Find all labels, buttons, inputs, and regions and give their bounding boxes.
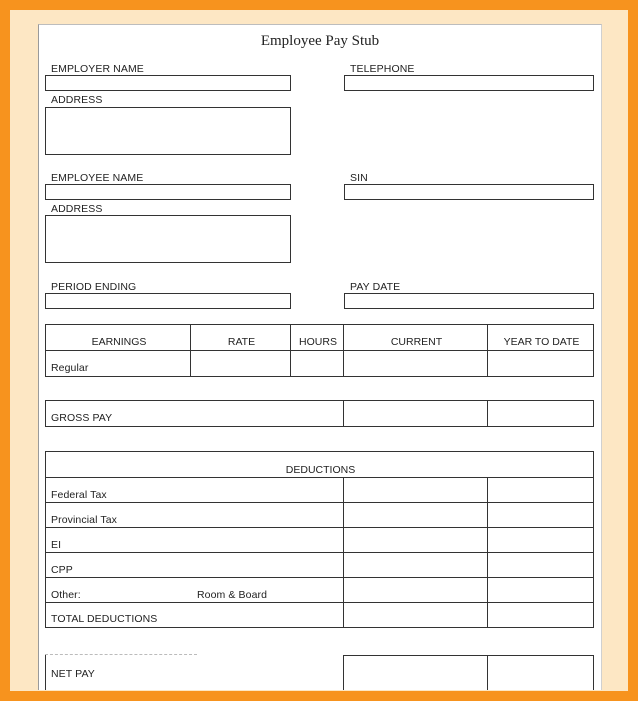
gross-pay-label-cell bbox=[45, 400, 344, 427]
employer-name-label: EMPLOYER NAME bbox=[51, 63, 144, 75]
room-and-board-note: Room & Board bbox=[197, 589, 268, 601]
federal-tax-current-field[interactable] bbox=[343, 477, 488, 503]
employer-address-field[interactable] bbox=[45, 107, 291, 155]
federal-tax-label-cell bbox=[45, 477, 344, 503]
regular-row-label-cell bbox=[45, 350, 191, 377]
cpp-label: CPP bbox=[51, 564, 73, 576]
ei-ytd-field[interactable] bbox=[487, 527, 594, 553]
ei-current-field[interactable] bbox=[343, 527, 488, 553]
hours-header: HOURS bbox=[299, 336, 337, 348]
sin-field[interactable] bbox=[344, 184, 594, 200]
employee-address-label: ADDRESS bbox=[51, 203, 103, 215]
gross-pay-row bbox=[45, 400, 594, 427]
total-deductions-label-cell bbox=[45, 602, 344, 628]
other-label-cell bbox=[45, 577, 344, 603]
employee-name-label: EMPLOYEE NAME bbox=[51, 172, 144, 184]
federal-tax-ytd-field[interactable] bbox=[487, 477, 594, 503]
ei-label-cell bbox=[45, 527, 344, 553]
net-pay-label-cell bbox=[45, 655, 344, 690]
earnings-table bbox=[45, 324, 594, 377]
total-deductions-ytd-field[interactable] bbox=[487, 602, 594, 628]
provincial-tax-label-cell bbox=[45, 502, 344, 528]
provincial-tax-current-field[interactable] bbox=[343, 502, 488, 528]
ei-label: EI bbox=[51, 539, 62, 551]
cpp-ytd-field[interactable] bbox=[487, 552, 594, 578]
regular-label: Regular bbox=[51, 362, 89, 374]
telephone-label: TELEPHONE bbox=[350, 63, 415, 75]
form-title: Employee Pay Stub bbox=[260, 33, 380, 49]
employee-address-field[interactable] bbox=[45, 215, 291, 263]
net-pay-ytd-field[interactable] bbox=[487, 655, 594, 690]
ytd-header: YEAR TO DATE bbox=[503, 336, 580, 348]
net-pay-current-field[interactable] bbox=[343, 655, 488, 690]
employer-address-label: ADDRESS bbox=[51, 94, 103, 106]
total-deductions-label: TOTAL DEDUCTIONS bbox=[51, 613, 158, 625]
current-header-cell bbox=[343, 324, 488, 351]
other-current-field[interactable] bbox=[343, 577, 488, 603]
net-pay-label: NET PAY bbox=[51, 668, 95, 680]
net-pay-row bbox=[45, 655, 594, 690]
cpp-current-field[interactable] bbox=[343, 552, 488, 578]
deductions-table bbox=[45, 451, 594, 628]
earnings-header: EARNINGS bbox=[91, 336, 147, 348]
employee-name-field[interactable] bbox=[45, 184, 291, 200]
deductions-header: DEDUCTIONS bbox=[285, 464, 356, 476]
provincial-tax-ytd-field[interactable] bbox=[487, 502, 594, 528]
deductions-header-cell bbox=[45, 451, 594, 478]
provincial-tax-label: Provincial Tax bbox=[51, 514, 117, 526]
gross-pay-label: GROSS PAY bbox=[51, 412, 113, 424]
sin-label: SIN bbox=[350, 172, 368, 184]
gross-pay-current-field[interactable] bbox=[343, 400, 488, 427]
pay-date-label: PAY DATE bbox=[350, 281, 401, 293]
regular-hours-field[interactable] bbox=[290, 350, 344, 377]
earnings-header-cell bbox=[45, 324, 191, 351]
regular-current-field[interactable] bbox=[343, 350, 488, 377]
regular-rate-field[interactable] bbox=[190, 350, 291, 377]
hours-header-cell bbox=[290, 324, 344, 351]
total-deductions-current-field[interactable] bbox=[343, 602, 488, 628]
employer-name-field[interactable] bbox=[45, 75, 291, 91]
current-header: CURRENT bbox=[390, 336, 443, 348]
federal-tax-label: Federal Tax bbox=[51, 489, 107, 501]
pay-stub-page bbox=[38, 24, 602, 690]
ytd-header-cell bbox=[487, 324, 594, 351]
pay-date-field[interactable] bbox=[344, 293, 594, 309]
period-ending-field[interactable] bbox=[45, 293, 291, 309]
telephone-field[interactable] bbox=[344, 75, 594, 91]
cpp-label-cell bbox=[45, 552, 344, 578]
rate-header: RATE bbox=[227, 336, 256, 348]
gross-pay-ytd-field[interactable] bbox=[487, 400, 594, 427]
other-label: Other: bbox=[51, 589, 81, 601]
other-ytd-field[interactable] bbox=[487, 577, 594, 603]
regular-ytd-field[interactable] bbox=[487, 350, 594, 377]
period-ending-label: PERIOD ENDING bbox=[51, 281, 137, 293]
rate-header-cell bbox=[190, 324, 291, 351]
